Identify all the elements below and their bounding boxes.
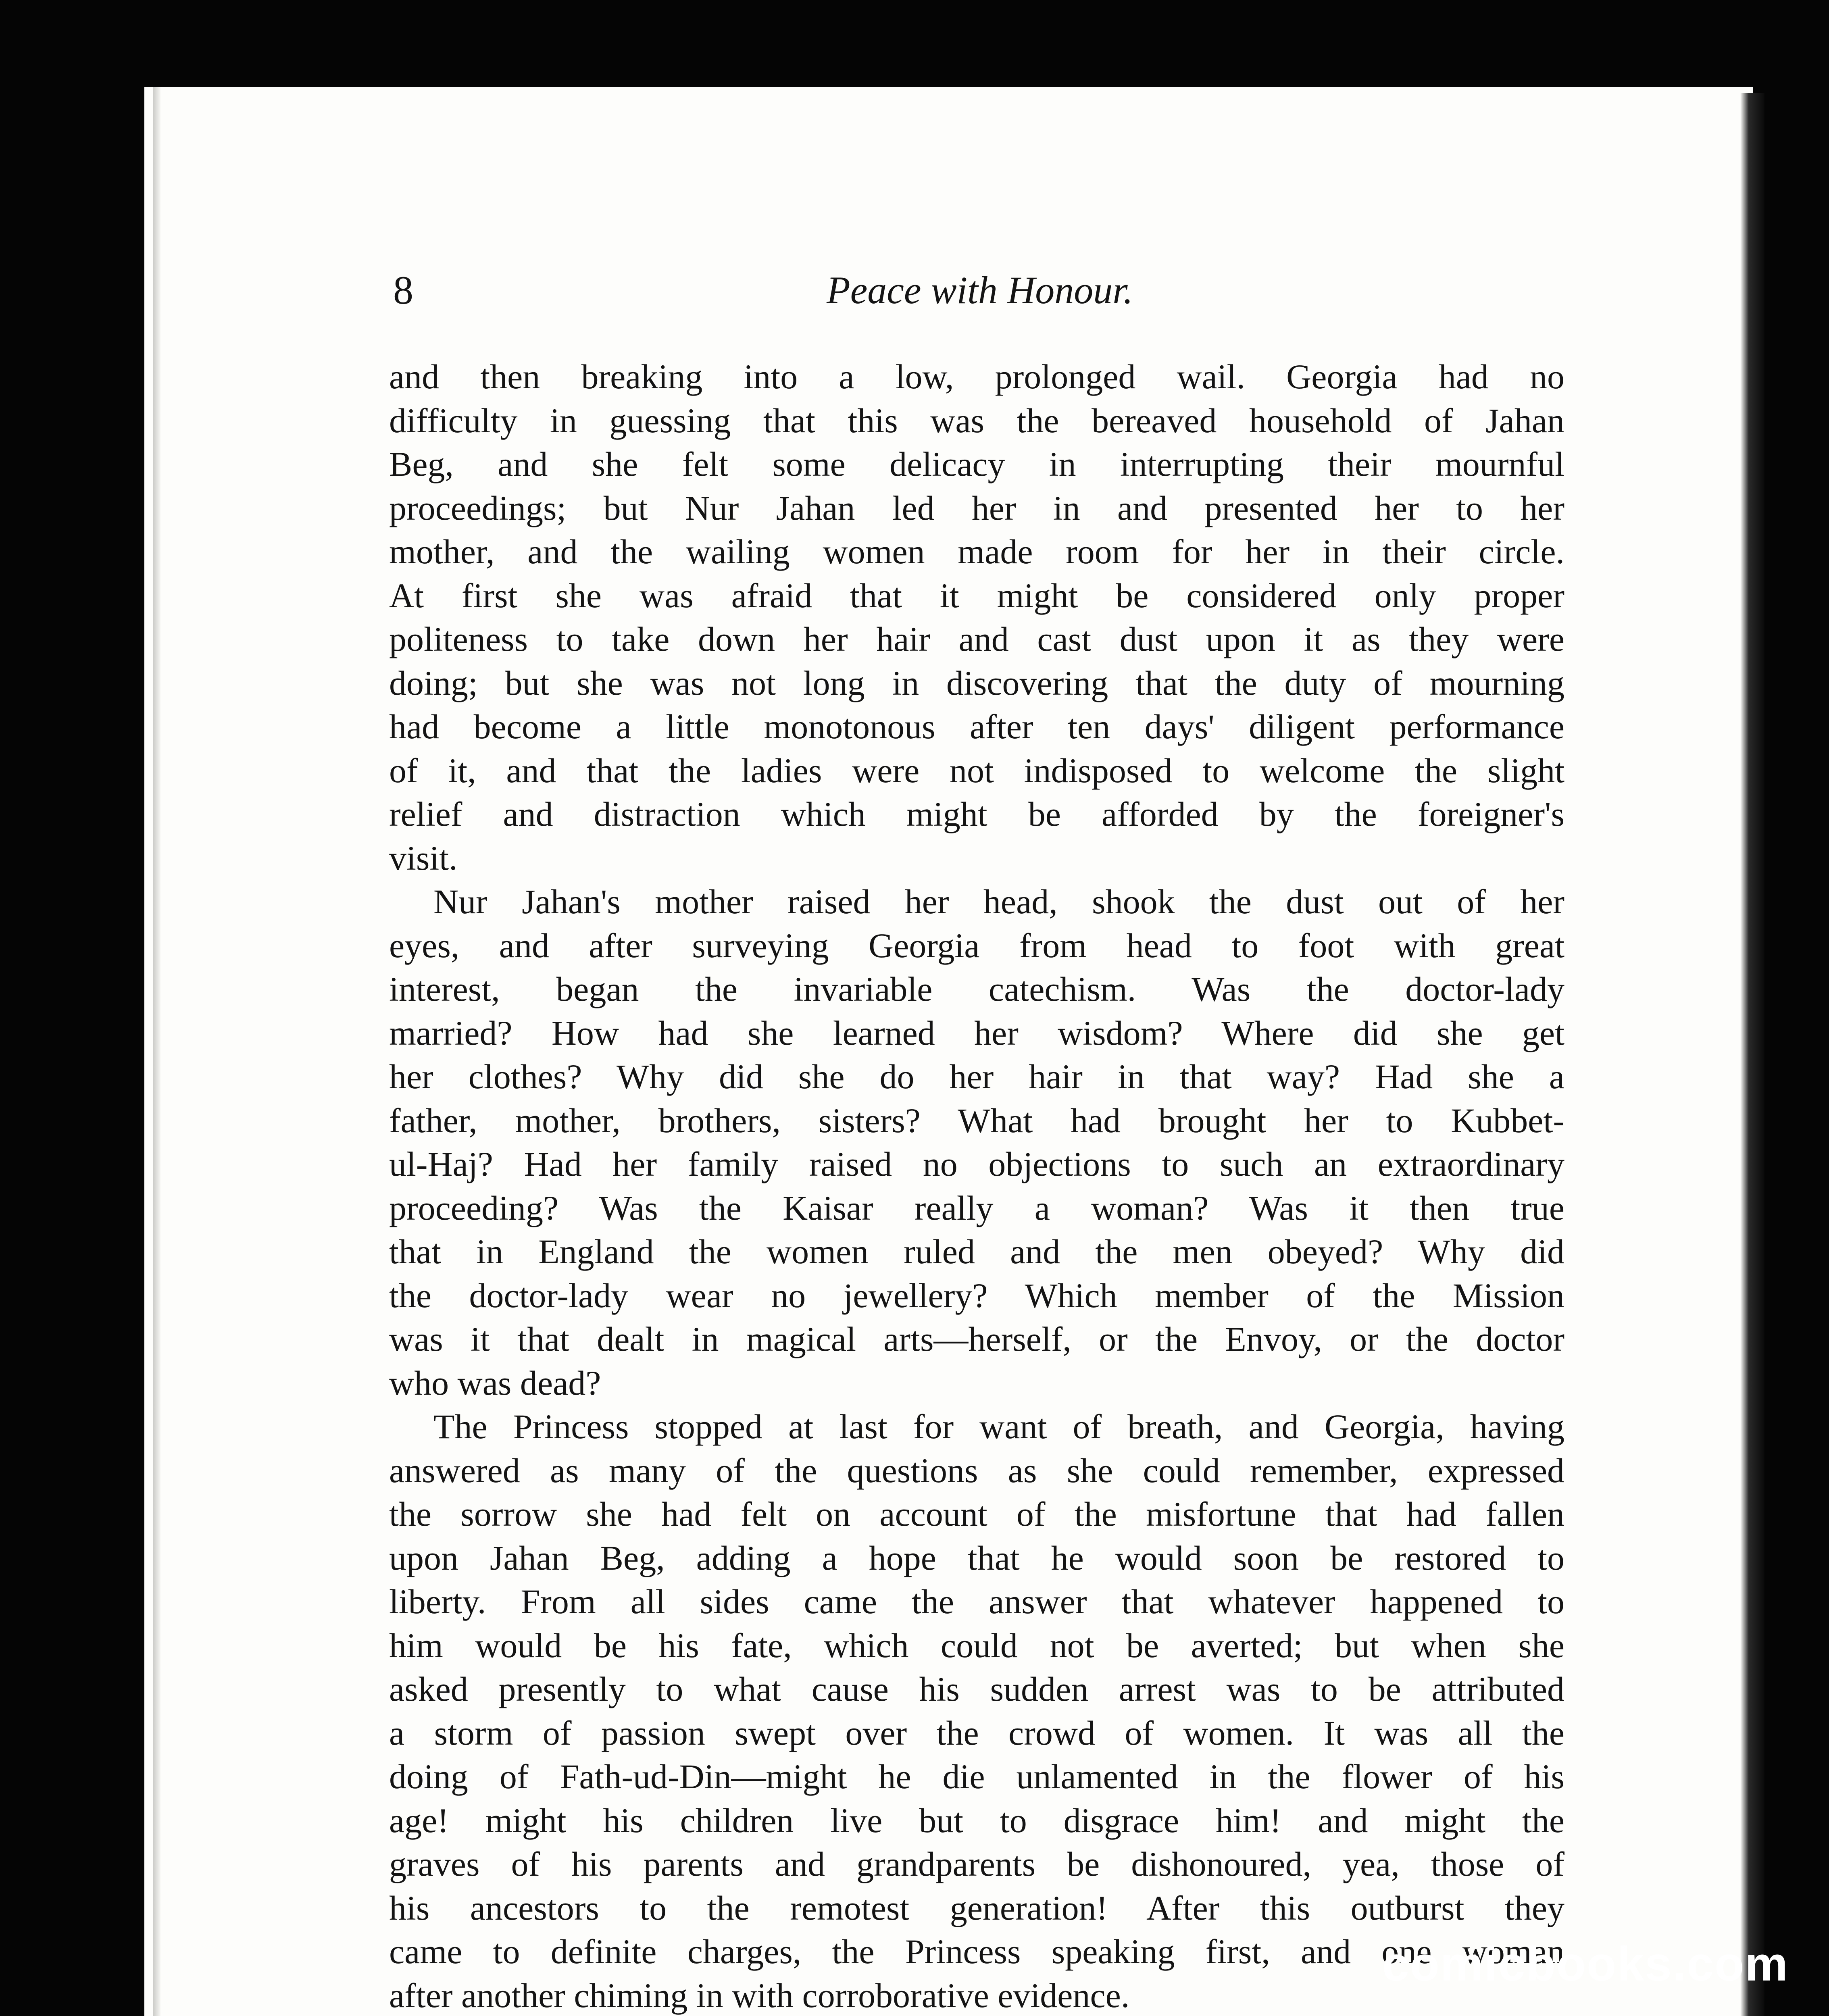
watermark: comicbooks.com (1382, 1937, 1789, 1991)
page-header (393, 266, 1567, 314)
text-line: liberty. From all sides came the answer that whatever happened to (389, 1582, 1564, 1621)
text-line: the sorrow she had felt on account of the misfortune that had fallen (389, 1495, 1564, 1533)
text-line: doing of Fath-ud-Din—might he die unlamented in the flower of his (389, 1757, 1564, 1796)
text-line: married? How had she learned her wisdom? Where did she get (389, 1013, 1564, 1052)
page-edge (1740, 93, 1764, 2016)
text-line: had become a little monotonous after ten days' diligent performance (389, 707, 1564, 746)
text-line: a storm of passion swept over the crowd of women. It was all the (389, 1713, 1564, 1752)
text-line: came to definite charges, the Princess speaking first, and one woman (389, 1932, 1564, 1971)
text-line: who was dead? (389, 1363, 601, 1402)
text-line: age! might his children live but to disgrace him! and might the (389, 1801, 1564, 1840)
text-line: father, mother, brothers, sisters? What had brought her to Kubbet- (389, 1101, 1564, 1140)
text-line: visit. (389, 838, 458, 877)
text-line: the doctor-lady wear no jewellery? Which member of the Mission (389, 1276, 1564, 1315)
text-line: of it, and that the ladies were not indisposed to welcome the slight (389, 751, 1564, 790)
text-line: after another chiming in with corroborative evidence. (389, 1976, 1130, 2015)
text-line: answered as many of the questions as she could remember, expressed (389, 1451, 1564, 1490)
text-line: was it that dealt in magical arts—herself, or the Envoy, or the doctor (389, 1320, 1564, 1358)
text-line: him would be his fate, which could not be averted; but when she (389, 1626, 1564, 1665)
text-line: his ancestors to the remotest generation! After this outburst they (389, 1888, 1564, 1927)
paragraph (389, 355, 1564, 880)
text-line: The Princess stopped at last for want of breath, and Georgia, having (433, 1407, 1564, 1446)
running-title: Peace with Honour. (827, 269, 1133, 312)
page-number: 8 (393, 268, 413, 312)
text-line: Nur Jahan's mother raised her head, shook the dust out of her (433, 882, 1564, 921)
text-line: and then breaking into a low, prolonged wail. Georgia had no (389, 357, 1564, 396)
text-line: proceedings; but Nur Jahan led her in and presented her to her (389, 488, 1564, 527)
text-line: eyes, and after surveying Georgia from head to foot with great (389, 926, 1564, 965)
text-line: her clothes? Why did she do her hair in that way? Had she a (389, 1057, 1564, 1096)
text-line: relief and distraction which might be afforded by the foreigner's (389, 795, 1564, 833)
page-gutter-shadow (153, 87, 160, 2016)
text-line: doing; but she was not long in discovering that the duty of mourning (389, 663, 1564, 702)
text-line: graves of his parents and grandparents be dishonoured, yea, those of (389, 1845, 1564, 1883)
text-line: proceeding? Was the Kaisar really a woman? Was it then true (389, 1188, 1564, 1227)
text-line: upon Jahan Beg, adding a hope that he would soon be restored to (389, 1538, 1564, 1577)
text-line: difficulty in guessing that this was the bereaved household of Jahan (389, 401, 1564, 440)
text-line: mother, and the wailing women made room for her in their circle. (389, 532, 1564, 571)
text-line: politeness to take down her hair and cast dust upon it as they were (389, 620, 1564, 658)
body-text (389, 355, 1564, 2016)
text-line: Beg, and she felt some delicacy in interrupting their mournful (389, 445, 1564, 483)
paragraph (389, 880, 1564, 1405)
text-line: At first she was afraid that it might be considered only proper (389, 576, 1564, 615)
text-line: interest, began the invariable catechism. Was the doctor-lady (389, 970, 1564, 1008)
text-line: asked presently to what cause his sudden arrest was to be attributed (389, 1670, 1564, 1708)
text-line: ul-Haj? Had her family raised no objections to such an extraordinary (389, 1145, 1564, 1183)
text-line: that in England the women ruled and the men obeyed? Why did (389, 1232, 1564, 1271)
paragraph (389, 1405, 1564, 2016)
